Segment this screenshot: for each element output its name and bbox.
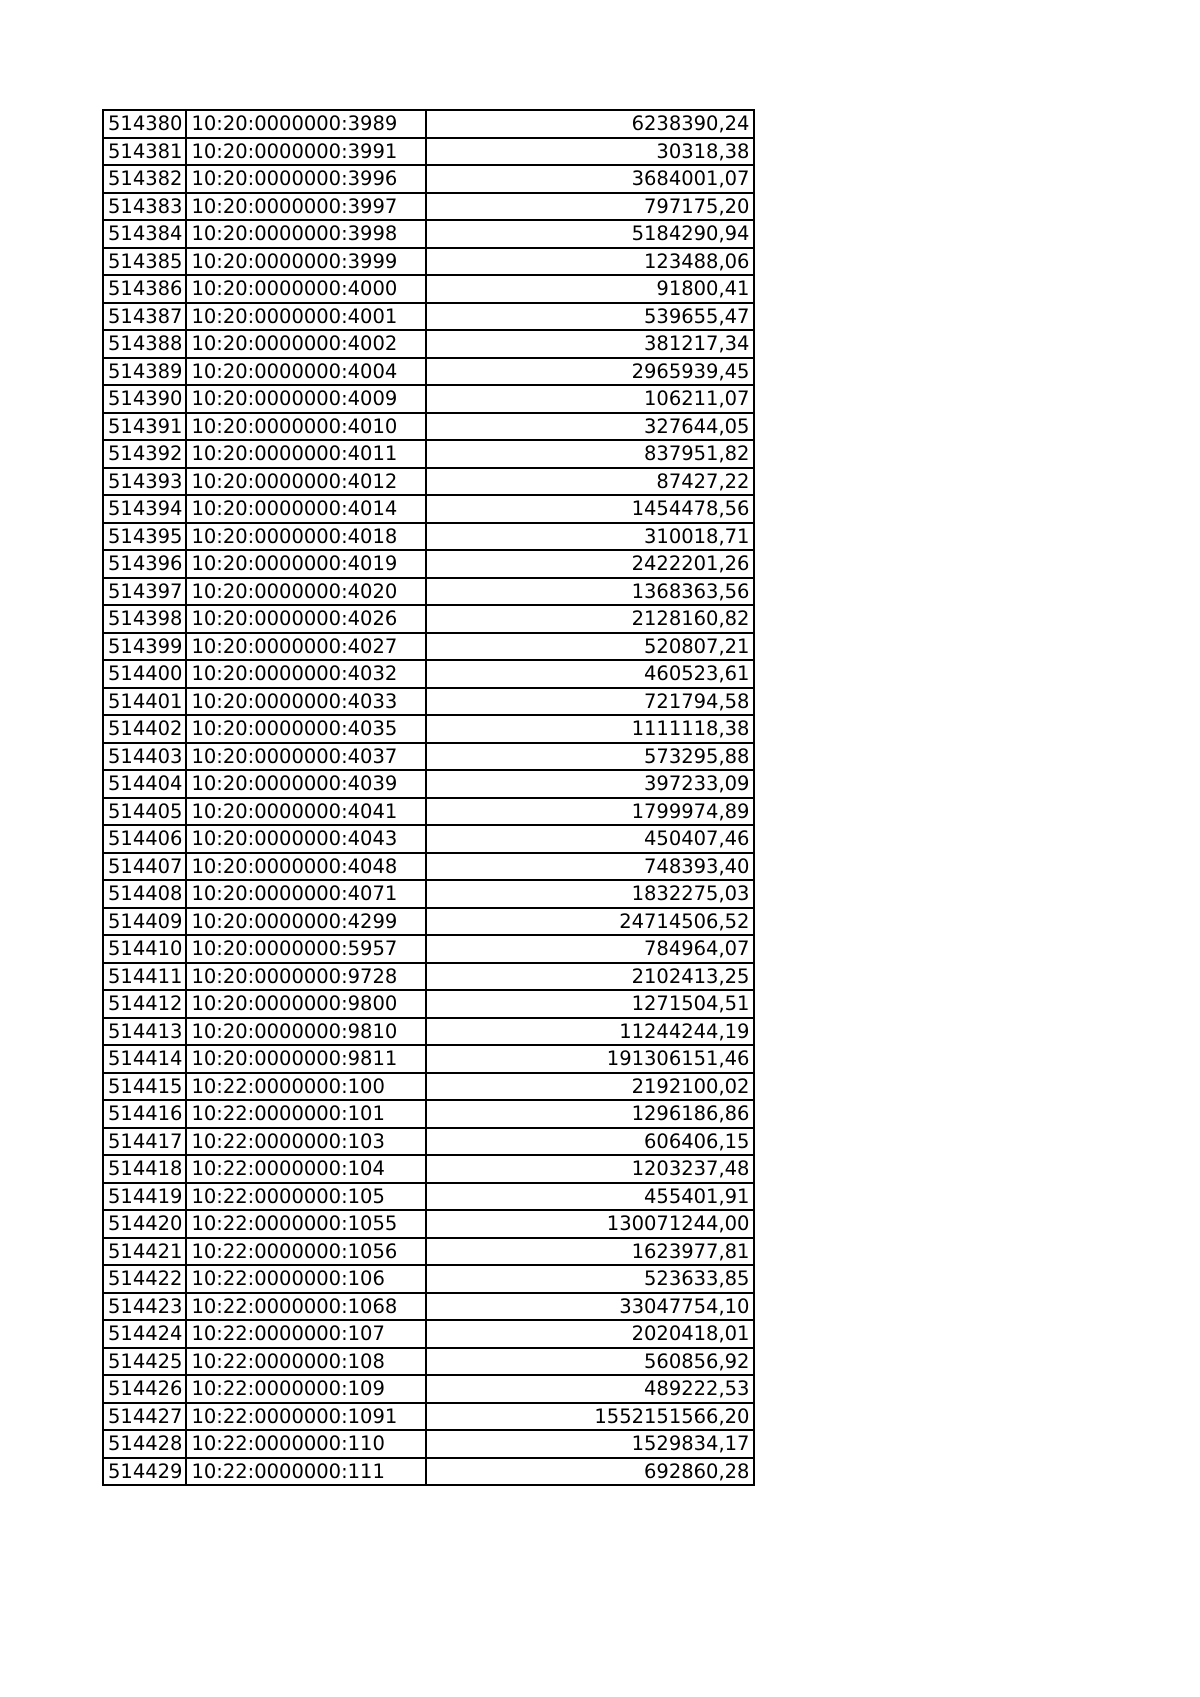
amount-cell: 106211,07 bbox=[426, 385, 754, 413]
table-row bbox=[103, 1128, 754, 1156]
table-row bbox=[103, 935, 754, 963]
cadastral-number-cell: 10:20:0000000:4026 bbox=[186, 605, 426, 633]
amount-cell: 460523,61 bbox=[426, 660, 754, 688]
table-row bbox=[103, 165, 754, 193]
row-number-cell: 514390 bbox=[103, 385, 186, 413]
table-row bbox=[103, 193, 754, 221]
amount-cell: 30318,38 bbox=[426, 138, 754, 166]
amount-cell: 2965939,45 bbox=[426, 358, 754, 386]
table-row bbox=[103, 1265, 754, 1293]
row-number-cell: 514421 bbox=[103, 1238, 186, 1266]
cadastral-number-cell: 10:20:0000000:4019 bbox=[186, 550, 426, 578]
cadastral-number-cell: 10:20:0000000:3991 bbox=[186, 138, 426, 166]
amount-cell: 1296186,86 bbox=[426, 1100, 754, 1128]
table-row bbox=[103, 990, 754, 1018]
amount-cell: 33047754,10 bbox=[426, 1293, 754, 1321]
row-number-cell: 514410 bbox=[103, 935, 186, 963]
row-number-cell: 514409 bbox=[103, 908, 186, 936]
amount-cell: 489222,53 bbox=[426, 1375, 754, 1403]
table-row bbox=[103, 1238, 754, 1266]
amount-cell: 837951,82 bbox=[426, 440, 754, 468]
amount-cell: 1203237,48 bbox=[426, 1155, 754, 1183]
row-number-cell: 514398 bbox=[103, 605, 186, 633]
row-number-cell: 514413 bbox=[103, 1018, 186, 1046]
amount-cell: 91800,41 bbox=[426, 275, 754, 303]
table-row bbox=[103, 908, 754, 936]
amount-cell: 1799974,89 bbox=[426, 798, 754, 826]
amount-cell: 310018,71 bbox=[426, 523, 754, 551]
table-row bbox=[103, 495, 754, 523]
cadastral-number-cell: 10:20:0000000:3999 bbox=[186, 248, 426, 276]
row-number-cell: 514407 bbox=[103, 853, 186, 881]
row-number-cell: 514395 bbox=[103, 523, 186, 551]
cadastral-number-cell: 10:20:0000000:4299 bbox=[186, 908, 426, 936]
table-row bbox=[103, 1430, 754, 1458]
amount-cell: 784964,07 bbox=[426, 935, 754, 963]
cadastral-number-cell: 10:22:0000000:106 bbox=[186, 1265, 426, 1293]
table-row bbox=[103, 550, 754, 578]
table-row bbox=[103, 715, 754, 743]
cadastral-number-cell: 10:20:0000000:9728 bbox=[186, 963, 426, 991]
row-number-cell: 514406 bbox=[103, 825, 186, 853]
amount-cell: 748393,40 bbox=[426, 853, 754, 881]
table-row bbox=[103, 468, 754, 496]
cadastral-number-cell: 10:20:0000000:4027 bbox=[186, 633, 426, 661]
amount-cell: 520807,21 bbox=[426, 633, 754, 661]
table-row bbox=[103, 798, 754, 826]
table-row bbox=[103, 385, 754, 413]
table-row bbox=[103, 440, 754, 468]
cadastral-number-cell: 10:22:0000000:103 bbox=[186, 1128, 426, 1156]
row-number-cell: 514396 bbox=[103, 550, 186, 578]
amount-cell: 2422201,26 bbox=[426, 550, 754, 578]
cadastral-number-cell: 10:20:0000000:3997 bbox=[186, 193, 426, 221]
cadastral-number-cell: 10:22:0000000:108 bbox=[186, 1348, 426, 1376]
table-row bbox=[103, 660, 754, 688]
row-number-cell: 514418 bbox=[103, 1155, 186, 1183]
cadastral-number-cell: 10:20:0000000:4011 bbox=[186, 440, 426, 468]
row-number-cell: 514401 bbox=[103, 688, 186, 716]
cadastral-number-cell: 10:22:0000000:111 bbox=[186, 1458, 426, 1486]
row-number-cell: 514411 bbox=[103, 963, 186, 991]
table-row bbox=[103, 688, 754, 716]
amount-cell: 1552151566,20 bbox=[426, 1403, 754, 1431]
row-number-cell: 514385 bbox=[103, 248, 186, 276]
row-number-cell: 514428 bbox=[103, 1430, 186, 1458]
amount-cell: 1368363,56 bbox=[426, 578, 754, 606]
table-row bbox=[103, 275, 754, 303]
row-number-cell: 514420 bbox=[103, 1210, 186, 1238]
table-row bbox=[103, 1183, 754, 1211]
amount-cell: 1111118,38 bbox=[426, 715, 754, 743]
amount-cell: 397233,09 bbox=[426, 770, 754, 798]
row-number-cell: 514386 bbox=[103, 275, 186, 303]
row-number-cell: 514419 bbox=[103, 1183, 186, 1211]
amount-cell: 1832275,03 bbox=[426, 880, 754, 908]
table-row bbox=[103, 1375, 754, 1403]
row-number-cell: 514424 bbox=[103, 1320, 186, 1348]
row-number-cell: 514380 bbox=[103, 110, 186, 138]
row-number-cell: 514388 bbox=[103, 330, 186, 358]
row-number-cell: 514397 bbox=[103, 578, 186, 606]
cadastral-number-cell: 10:20:0000000:4043 bbox=[186, 825, 426, 853]
table-row bbox=[103, 963, 754, 991]
cadastral-number-cell: 10:20:0000000:4009 bbox=[186, 385, 426, 413]
row-number-cell: 514402 bbox=[103, 715, 186, 743]
amount-cell: 539655,47 bbox=[426, 303, 754, 331]
row-number-cell: 514427 bbox=[103, 1403, 186, 1431]
cadastral-number-cell: 10:22:0000000:109 bbox=[186, 1375, 426, 1403]
amount-cell: 797175,20 bbox=[426, 193, 754, 221]
amount-cell: 327644,05 bbox=[426, 413, 754, 441]
amount-cell: 5184290,94 bbox=[426, 220, 754, 248]
table-row bbox=[103, 1018, 754, 1046]
row-number-cell: 514392 bbox=[103, 440, 186, 468]
amount-cell: 721794,58 bbox=[426, 688, 754, 716]
cadastral-number-cell: 10:20:0000000:4037 bbox=[186, 743, 426, 771]
amount-cell: 1623977,81 bbox=[426, 1238, 754, 1266]
amount-cell: 450407,46 bbox=[426, 825, 754, 853]
amount-cell: 2128160,82 bbox=[426, 605, 754, 633]
row-number-cell: 514426 bbox=[103, 1375, 186, 1403]
amount-cell: 1271504,51 bbox=[426, 990, 754, 1018]
cadastral-number-cell: 10:22:0000000:1068 bbox=[186, 1293, 426, 1321]
cadastral-number-cell: 10:20:0000000:4004 bbox=[186, 358, 426, 386]
cadastral-number-cell: 10:20:0000000:4012 bbox=[186, 468, 426, 496]
cadastral-number-cell: 10:22:0000000:107 bbox=[186, 1320, 426, 1348]
cadastral-number-cell: 10:20:0000000:4018 bbox=[186, 523, 426, 551]
amount-cell: 523633,85 bbox=[426, 1265, 754, 1293]
amount-cell: 6238390,24 bbox=[426, 110, 754, 138]
amount-cell: 87427,22 bbox=[426, 468, 754, 496]
table-row bbox=[103, 110, 754, 138]
cadastral-value-table bbox=[102, 109, 755, 1486]
amount-cell: 2020418,01 bbox=[426, 1320, 754, 1348]
row-number-cell: 514393 bbox=[103, 468, 186, 496]
cadastral-number-cell: 10:20:0000000:4010 bbox=[186, 413, 426, 441]
amount-cell: 191306151,46 bbox=[426, 1045, 754, 1073]
row-number-cell: 514422 bbox=[103, 1265, 186, 1293]
row-number-cell: 514405 bbox=[103, 798, 186, 826]
table-row bbox=[103, 1320, 754, 1348]
amount-cell: 11244244,19 bbox=[426, 1018, 754, 1046]
cadastral-number-cell: 10:20:0000000:3996 bbox=[186, 165, 426, 193]
cadastral-number-cell: 10:22:0000000:100 bbox=[186, 1073, 426, 1101]
cadastral-number-cell: 10:20:0000000:4032 bbox=[186, 660, 426, 688]
cadastral-number-cell: 10:22:0000000:110 bbox=[186, 1430, 426, 1458]
cadastral-number-cell: 10:20:0000000:4001 bbox=[186, 303, 426, 331]
amount-cell: 573295,88 bbox=[426, 743, 754, 771]
row-number-cell: 514404 bbox=[103, 770, 186, 798]
cadastral-number-cell: 10:22:0000000:1056 bbox=[186, 1238, 426, 1266]
row-number-cell: 514429 bbox=[103, 1458, 186, 1486]
table-row bbox=[103, 138, 754, 166]
row-number-cell: 514415 bbox=[103, 1073, 186, 1101]
cadastral-number-cell: 10:20:0000000:4071 bbox=[186, 880, 426, 908]
cadastral-number-cell: 10:20:0000000:4014 bbox=[186, 495, 426, 523]
row-number-cell: 514384 bbox=[103, 220, 186, 248]
table-row bbox=[103, 1210, 754, 1238]
table-row bbox=[103, 303, 754, 331]
cadastral-number-cell: 10:20:0000000:4048 bbox=[186, 853, 426, 881]
cadastral-number-cell: 10:22:0000000:104 bbox=[186, 1155, 426, 1183]
cadastral-number-cell: 10:20:0000000:9811 bbox=[186, 1045, 426, 1073]
cadastral-number-cell: 10:22:0000000:1055 bbox=[186, 1210, 426, 1238]
row-number-cell: 514414 bbox=[103, 1045, 186, 1073]
row-number-cell: 514383 bbox=[103, 193, 186, 221]
cadastral-number-cell: 10:22:0000000:101 bbox=[186, 1100, 426, 1128]
amount-cell: 123488,06 bbox=[426, 248, 754, 276]
table-row bbox=[103, 1348, 754, 1376]
amount-cell: 130071244,00 bbox=[426, 1210, 754, 1238]
cadastral-number-cell: 10:20:0000000:4020 bbox=[186, 578, 426, 606]
table-row bbox=[103, 1403, 754, 1431]
table-row bbox=[103, 523, 754, 551]
cadastral-number-cell: 10:20:0000000:3998 bbox=[186, 220, 426, 248]
row-number-cell: 514391 bbox=[103, 413, 186, 441]
amount-cell: 692860,28 bbox=[426, 1458, 754, 1486]
table-row bbox=[103, 1458, 754, 1486]
row-number-cell: 514389 bbox=[103, 358, 186, 386]
row-number-cell: 514425 bbox=[103, 1348, 186, 1376]
table-row bbox=[103, 743, 754, 771]
cadastral-number-cell: 10:20:0000000:4035 bbox=[186, 715, 426, 743]
amount-cell: 381217,34 bbox=[426, 330, 754, 358]
table-row bbox=[103, 413, 754, 441]
cadastral-number-cell: 10:20:0000000:4002 bbox=[186, 330, 426, 358]
cadastral-number-cell: 10:20:0000000:9800 bbox=[186, 990, 426, 1018]
row-number-cell: 514423 bbox=[103, 1293, 186, 1321]
row-number-cell: 514400 bbox=[103, 660, 186, 688]
amount-cell: 1529834,17 bbox=[426, 1430, 754, 1458]
table-row bbox=[103, 1155, 754, 1183]
row-number-cell: 514416 bbox=[103, 1100, 186, 1128]
table-row bbox=[103, 853, 754, 881]
row-number-cell: 514399 bbox=[103, 633, 186, 661]
amount-cell: 3684001,07 bbox=[426, 165, 754, 193]
amount-cell: 606406,15 bbox=[426, 1128, 754, 1156]
table-row bbox=[103, 578, 754, 606]
row-number-cell: 514408 bbox=[103, 880, 186, 908]
table-row bbox=[103, 880, 754, 908]
amount-cell: 2102413,25 bbox=[426, 963, 754, 991]
table-row bbox=[103, 770, 754, 798]
table-row bbox=[103, 605, 754, 633]
amount-cell: 24714506,52 bbox=[426, 908, 754, 936]
cadastral-number-cell: 10:22:0000000:1091 bbox=[186, 1403, 426, 1431]
table-row bbox=[103, 1073, 754, 1101]
row-number-cell: 514403 bbox=[103, 743, 186, 771]
cadastral-number-cell: 10:20:0000000:4041 bbox=[186, 798, 426, 826]
table-row bbox=[103, 1293, 754, 1321]
cadastral-number-cell: 10:20:0000000:3989 bbox=[186, 110, 426, 138]
table-row bbox=[103, 248, 754, 276]
table-row bbox=[103, 358, 754, 386]
amount-cell: 1454478,56 bbox=[426, 495, 754, 523]
cadastral-number-cell: 10:20:0000000:4033 bbox=[186, 688, 426, 716]
row-number-cell: 514381 bbox=[103, 138, 186, 166]
row-number-cell: 514394 bbox=[103, 495, 186, 523]
table-row bbox=[103, 330, 754, 358]
row-number-cell: 514387 bbox=[103, 303, 186, 331]
row-number-cell: 514417 bbox=[103, 1128, 186, 1156]
table-row bbox=[103, 825, 754, 853]
row-number-cell: 514382 bbox=[103, 165, 186, 193]
table-row bbox=[103, 220, 754, 248]
table-body bbox=[103, 110, 754, 1485]
cadastral-number-cell: 10:20:0000000:9810 bbox=[186, 1018, 426, 1046]
cadastral-number-cell: 10:20:0000000:4039 bbox=[186, 770, 426, 798]
cadastral-number-cell: 10:22:0000000:105 bbox=[186, 1183, 426, 1211]
row-number-cell: 514412 bbox=[103, 990, 186, 1018]
table-row bbox=[103, 633, 754, 661]
cadastral-number-cell: 10:20:0000000:5957 bbox=[186, 935, 426, 963]
cadastral-number-cell: 10:20:0000000:4000 bbox=[186, 275, 426, 303]
table-row bbox=[103, 1100, 754, 1128]
amount-cell: 2192100,02 bbox=[426, 1073, 754, 1101]
amount-cell: 560856,92 bbox=[426, 1348, 754, 1376]
table-row bbox=[103, 1045, 754, 1073]
amount-cell: 455401,91 bbox=[426, 1183, 754, 1211]
